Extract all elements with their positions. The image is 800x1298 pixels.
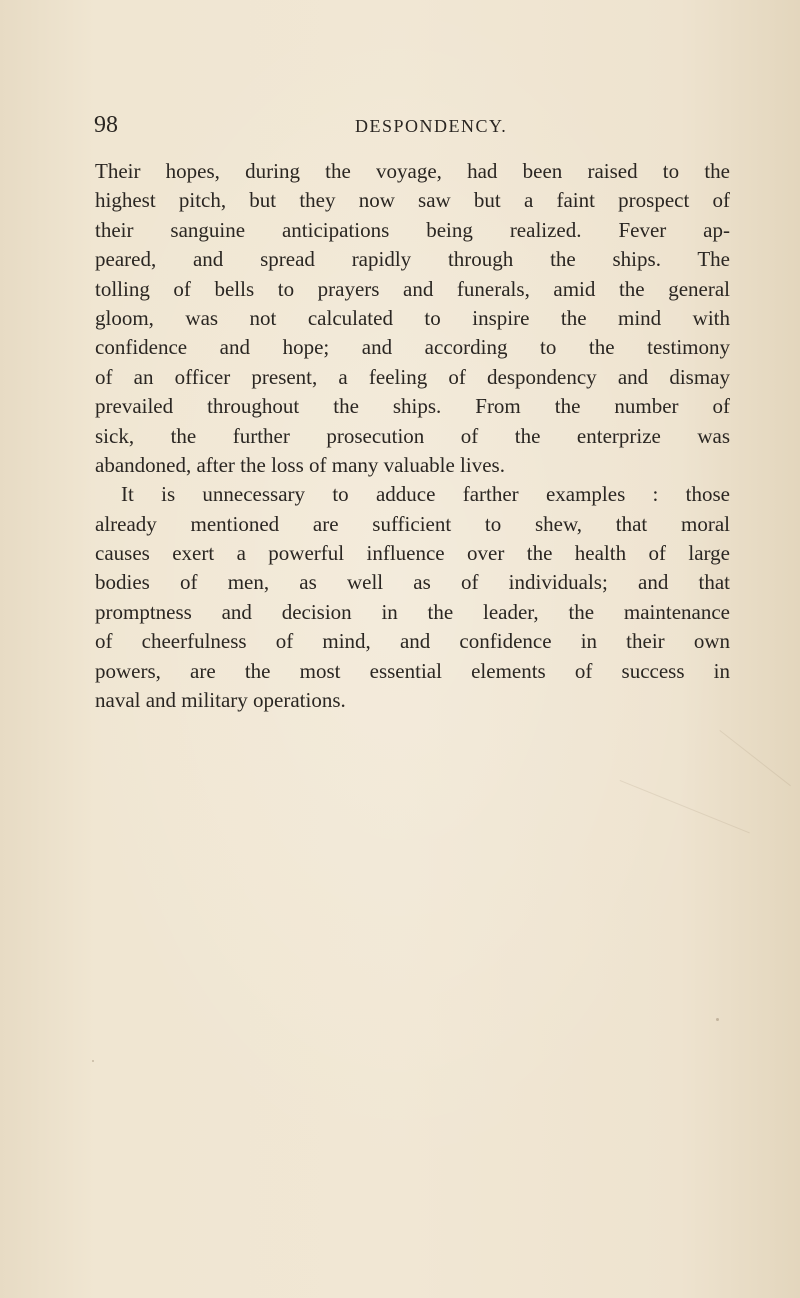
paragraph-2 [95, 480, 730, 715]
paper-crease [719, 730, 791, 786]
text-line: sick, the further prosecution of the enterprize was [95, 423, 730, 448]
running-title: DESPONDENCY. [355, 116, 508, 136]
body-text [95, 157, 730, 715]
text-line: of cheerfulness of mind, and confidence in their own [95, 629, 730, 654]
text-line: causes exert a powerful influence over the health of large [95, 541, 730, 566]
page-number: 98 [94, 112, 118, 138]
text-line: abandoned, after the loss of many valuable lives. [95, 452, 505, 477]
paper-speck [716, 1018, 719, 1021]
text-line: powers, are the most essential elements of success in [95, 658, 730, 683]
text-line: highest pitch, but they now saw but a faint prospect of [95, 188, 730, 213]
text-line: gloom, was not calculated to inspire the mind with [95, 305, 730, 330]
text-line: Their hopes, during the voyage, had been raised to the [95, 159, 730, 183]
running-head [0, 112, 800, 142]
text-line: of an officer present, a feeling of despondency and dismay [95, 364, 730, 389]
text-line: It is unnecessary to adduce farther examples : those [121, 482, 730, 507]
text-line: peared, and spread rapidly through the ships. The [95, 247, 730, 272]
text-line: their sanguine anticipations being realized. Fever ap- [95, 217, 730, 242]
text-line: tolling of bells to prayers and funerals, amid the general [95, 276, 730, 301]
paper-speck [92, 1060, 94, 1062]
text-line: naval and military operations. [95, 688, 346, 713]
text-line: already mentioned are sufficient to shew, that moral [95, 511, 730, 536]
paper-crease [620, 780, 750, 833]
text-line: bodies of men, as well as of individuals; and that [95, 570, 730, 595]
text-line: confidence and hope; and according to the testimony [95, 335, 730, 360]
text-line: prevailed throughout the ships. From the number of [95, 394, 730, 419]
text-line: promptness and decision in the leader, the maintenance [95, 599, 730, 624]
paragraph-1 [95, 157, 730, 480]
